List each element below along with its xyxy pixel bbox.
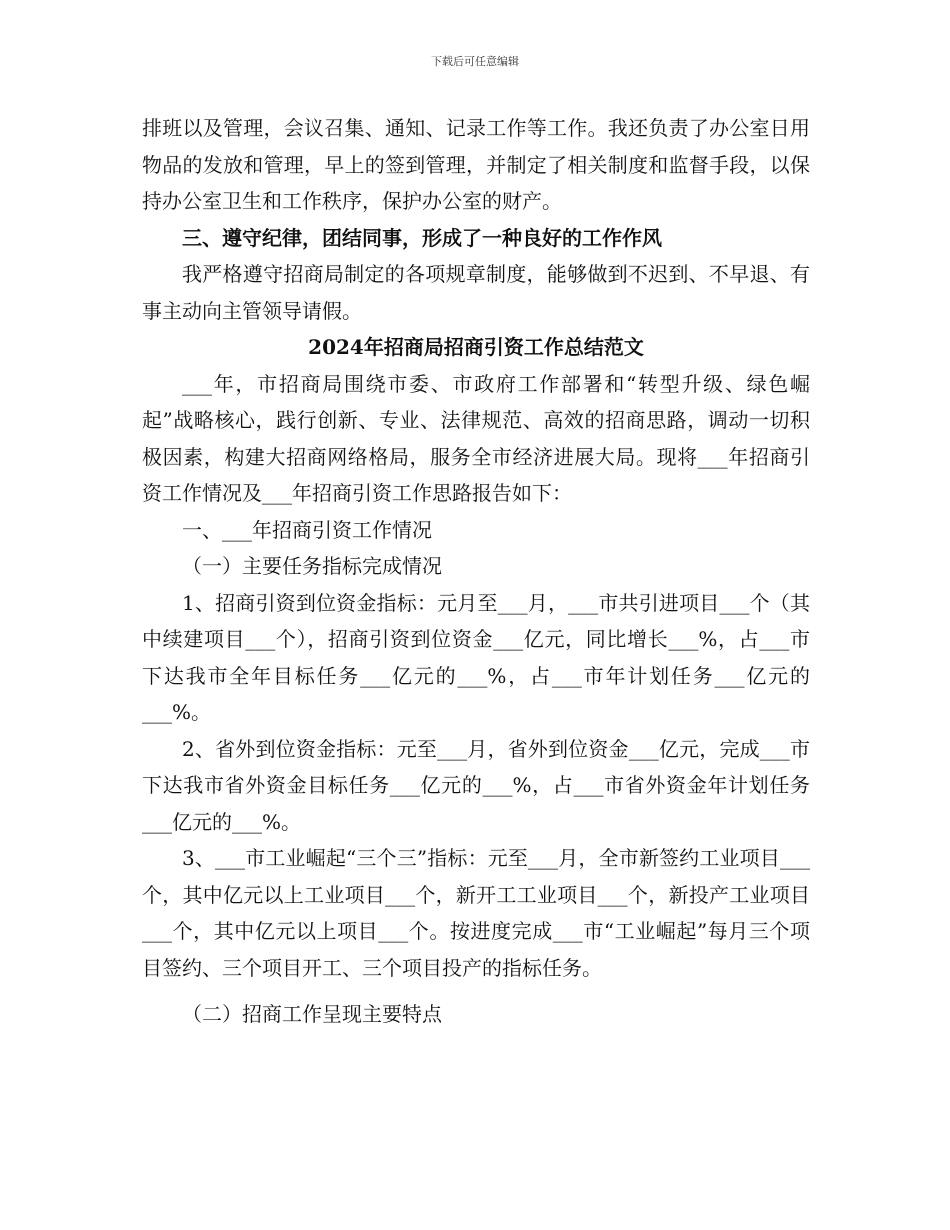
- paragraph-discipline: 我严格遵守招商局制定的各项规章制度，能够做到不迟到、不早退、有事主动向主管领导请假。: [142, 262, 810, 323]
- paragraph-office-duties: 排班以及管理，会议召集、通知、记录工作等工作。我还负责了办公室日用物品的发放和管理，早上的签到管理，并制定了相关制度和监督手段，以保持办公室卫生和工作秩序，保护办公室的财产。: [142, 116, 810, 213]
- document-title: 2024年招商局招商引资工作总结范文: [308, 335, 644, 359]
- paragraph-item-3: 3、___市工业崛起“三个三”指标：元至___月，全市新签约工业项目___个，其中亿元以上工业项目___个，新开工工业项目___个，新投产工业项目___个，其中亿元以上项目___个。按进度完成___市“工业崛起”每月三个项目签约、三个项目开工、三个项目投产的指标任务。: [142, 846, 810, 980]
- subsection-heading-features: （二）招商工作呈现主要特点: [182, 1002, 442, 1026]
- paragraph-item-2: 2、省外到位资金指标：元至___月，省外到位资金___亿元，完成___市下达我市省外资金目标任务___亿元的___%，占___市省外资金年计划任务___亿元的___%。: [142, 736, 810, 834]
- paragraph-item-1: 1、招商引资到位资金指标：元月至___月，___市共引进项目___个（其中续建项目___个），招商引资到位资金___亿元，同比增长___%，占___市下达我市全年目标任务___亿元的___%，占___市年计划任务___亿元的___%。: [142, 590, 810, 724]
- document-body: [142, 110, 810, 1033]
- header-note: 下载后可任意编辑: [431, 55, 519, 68]
- section-heading-work-status: 一、___年招商引资工作情况: [182, 517, 432, 542]
- paragraph-intro: ___年，市招商局围绕市委、市政府工作部署和“转型升级、绿色崛起”战略核心，践行创新、专业、法律规范、高效的招商思路，调动一切积极因素，构建大招商网络格局，服务全市经济进展大局。现将___年招商引资工作情况及___年招商引资工作思路报告如下：: [142, 371, 810, 505]
- subsection-heading-targets: （一）主要任务指标完成情况: [182, 554, 442, 578]
- section-heading-discipline: 三、遵守纪律，团结同事，形成了一种良好的工作作风: [182, 225, 662, 250]
